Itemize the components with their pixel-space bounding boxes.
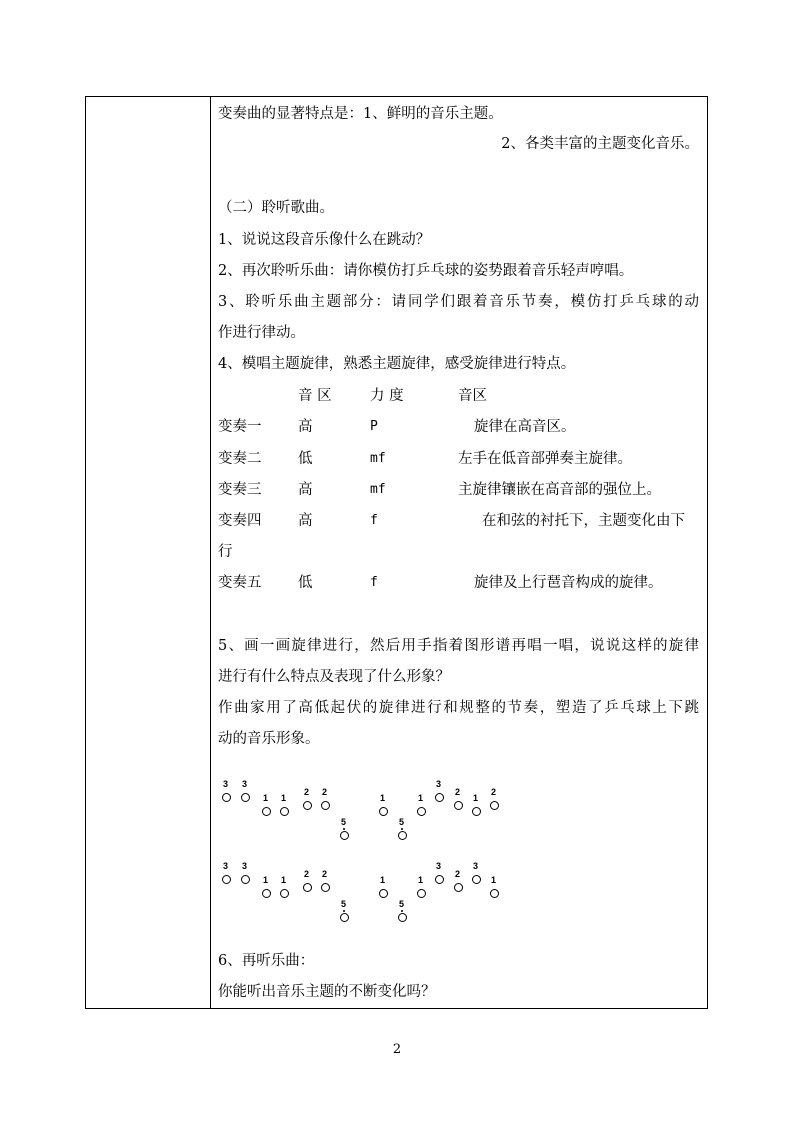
variation-name: 变奏四 [218, 513, 262, 529]
variation-desc: 左手在低音部弹奏主旋律。 [458, 451, 632, 467]
melody-note-circle [490, 889, 499, 898]
melody-note-label: 3 [223, 861, 229, 871]
melody-note-label: 1 [263, 793, 269, 803]
variation-name: 变奏二 [218, 451, 262, 467]
question-3-line1: 3、聆听乐曲主题部分：请同学们跟着音乐节奏，模仿打乒乓球的动 [218, 294, 699, 310]
melody-note-label: 1 [281, 793, 287, 803]
question-5-line1: 5、画一画旋律进行，然后用手指着图形谱再唱一唱，说说这样的旋律 [218, 638, 699, 654]
melody-note-label: 3 [436, 779, 442, 789]
low-octave-dot [401, 910, 403, 912]
melody-note-circle [222, 875, 231, 884]
melody-note-circle [241, 875, 250, 884]
melody-note-circle [280, 807, 289, 816]
melody-note-label: 3 [242, 779, 248, 789]
melody-note-circle [280, 889, 289, 898]
melody-note-label: 3 [242, 861, 248, 871]
section2-title: （二）聆听歌曲。 [218, 200, 334, 216]
melody-note-circle [435, 793, 444, 802]
melody-note-label: 2 [304, 869, 310, 879]
header-register: 音 区 [298, 388, 332, 404]
column-divider [210, 97, 211, 1008]
melody-note-label: 1 [473, 793, 479, 803]
melody-graph-row-2 [218, 861, 518, 937]
question-6: 6、再听乐曲： [218, 953, 315, 969]
variation-name: 变奏三 [218, 482, 262, 498]
melody-note-circle [340, 831, 349, 840]
melody-note-label: 5 [341, 899, 347, 909]
melody-note-label: 1 [418, 793, 424, 803]
melody-note-label: 1 [491, 875, 497, 885]
melody-note-circle [417, 889, 426, 898]
melody-note-circle [303, 883, 312, 892]
lesson-table [85, 96, 708, 1009]
melody-note-label: 2 [455, 869, 461, 879]
answer-line2: 动的音乐形象。 [218, 731, 320, 747]
melody-note-circle [303, 801, 312, 810]
variation-desc: 在和弦的衬托下，主题变化由下 [482, 513, 685, 529]
low-octave-dot [401, 828, 403, 830]
variation-4-continuation: 行 [218, 544, 233, 560]
question-4: 4、模唱主题旋律，熟悉主题旋律，感受旋律进行特点。 [218, 356, 576, 372]
melody-note-circle [321, 883, 330, 892]
melody-note-circle [379, 889, 388, 898]
variation-register: 低 [298, 451, 313, 467]
variation-register: 高 [298, 419, 313, 435]
melody-note-circle [379, 807, 388, 816]
melody-note-circle [241, 793, 250, 802]
melody-note-circle [222, 793, 231, 802]
melody-note-label: 5 [399, 899, 405, 909]
melody-note-circle [454, 883, 463, 892]
melody-note-circle [398, 831, 407, 840]
melody-note-circle [321, 801, 330, 810]
melody-note-label: 1 [281, 875, 287, 885]
melody-note-label: 1 [380, 793, 386, 803]
melody-note-circle [435, 875, 444, 884]
melody-note-circle [417, 807, 426, 816]
low-octave-dot [343, 828, 345, 830]
melody-note-label: 3 [223, 779, 229, 789]
variation-name: 变奏五 [218, 575, 262, 591]
melody-note-label: 2 [322, 869, 328, 879]
variation-desc: 主旋律镶嵌在高音部的强位上。 [458, 482, 661, 498]
melody-note-circle [454, 801, 463, 810]
variation-dynamic: mf [370, 482, 386, 497]
melody-note-label: 1 [380, 875, 386, 885]
variation-dynamic: f [370, 575, 378, 590]
melody-note-circle [398, 913, 407, 922]
answer-line1: 作曲家用了高低起伏的旋律进行和规整的节奏，塑造了乒乓球上下跳 [218, 700, 699, 716]
variation-register: 高 [298, 482, 313, 498]
melody-note-circle [340, 913, 349, 922]
question-6-prompt: 你能听出音乐主题的不断变化吗？ [218, 984, 436, 1000]
variation-desc: 旋律及上行琶音构成的旋律。 [474, 575, 663, 591]
variation-dynamic: f [370, 513, 378, 528]
question-3-line2: 作进行律动。 [218, 325, 305, 341]
melody-note-circle [472, 807, 481, 816]
melody-note-label: 3 [473, 861, 479, 871]
variation-name: 变奏一 [218, 419, 262, 435]
feature-two: 2、各类丰富的主题变化音乐。 [501, 136, 699, 152]
melody-note-label: 5 [341, 817, 347, 827]
variation-dynamic: P [370, 419, 378, 434]
melody-note-label: 1 [418, 875, 424, 885]
melody-note-label: 2 [491, 787, 497, 797]
melody-note-label: 2 [304, 787, 310, 797]
variation-register: 高 [298, 513, 313, 529]
question-1: 1、说说这段音乐像什么在跳动？ [218, 232, 431, 248]
melody-graph-row-1 [218, 779, 518, 855]
melody-note-label: 5 [399, 817, 405, 827]
low-octave-dot [343, 910, 345, 912]
feature-intro: 变奏曲的显著特点是：1、鲜明的音乐主题。 [218, 106, 503, 122]
variation-dynamic: mf [370, 451, 386, 466]
variation-desc: 旋律在高音区。 [474, 419, 576, 435]
melody-note-label: 1 [263, 875, 269, 885]
melody-note-circle [262, 807, 271, 816]
question-5-line2: 进行有什么特点及表现了什么形象？ [218, 669, 450, 685]
melody-note-label: 2 [322, 787, 328, 797]
melody-note-label: 3 [436, 861, 442, 871]
melody-note-circle [490, 801, 499, 810]
content-cell [218, 97, 699, 1008]
variation-register: 低 [298, 575, 313, 591]
melody-note-label: 2 [455, 787, 461, 797]
header-dynamic: 力 度 [370, 388, 404, 404]
question-2: 2、再次聆听乐曲：请你模仿打乒乓球的姿势跟着音乐轻声哼唱。 [218, 263, 634, 279]
melody-note-circle [472, 875, 481, 884]
page-number: 2 [392, 1042, 402, 1057]
header-range: 音区 [458, 388, 487, 404]
melody-note-circle [262, 889, 271, 898]
